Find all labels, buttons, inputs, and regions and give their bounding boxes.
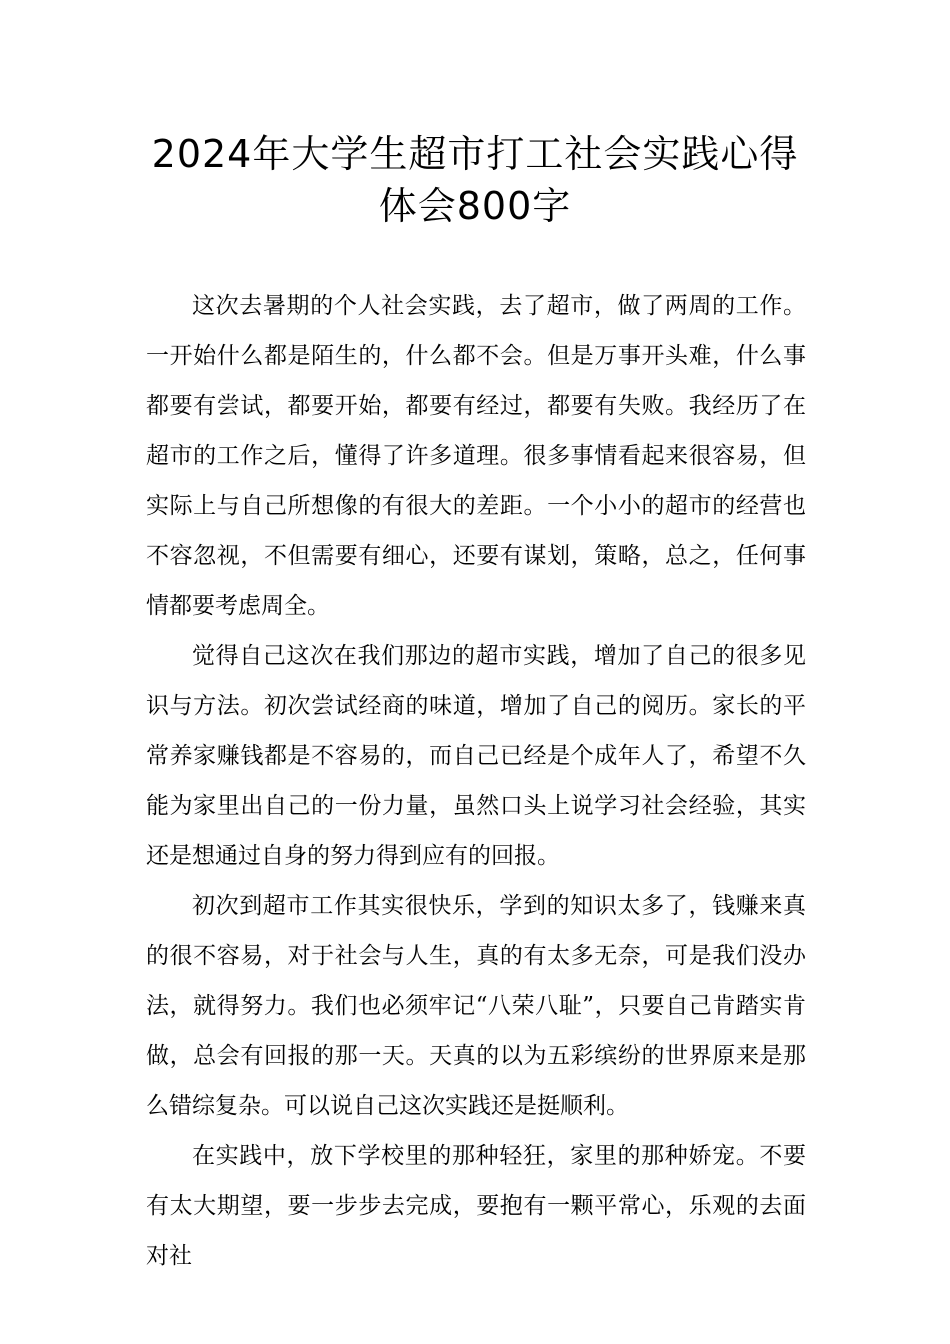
document-title: 2024年大学生超市打工社会实践心得体会800字 — [151, 132, 799, 228]
paragraph: 觉得自己这次在我们那边的超市实践，增加了自己的很多见识与方法。初次尝试经商的味道，增加了自己的阅历。家长的平常养家赚钱都是不容易的，而自己已经是个成年人了，希望不久能为家里出自己的一份力量，虽然口头上说学习社会经验，其实还是想通过自身的努力得到应有的回报。 — [146, 643, 806, 869]
document-body — [146, 281, 806, 1281]
paragraph: 这次去暑期的个人社会实践，去了超市，做了两周的工作。一开始什么都是陌生的，什么都不会。但是万事开头难，什么事都要有尝试，都要开始，都要有经过，都要有失败。我经历了在超市的工作之后，懂得了许多道理。很多事情看起来很容易，但实际上与自己所想像的有很大的差距。一个小小的超市的经营也不容忽视，不但需要有细心，还要有谋划，策略，总之，任何事情都要考虑周全。 — [146, 293, 806, 619]
paragraph: 初次到超市工作其实很快乐，学到的知识太多了，钱赚来真的很不容易，对于社会与人生，真的有太多无奈，可是我们没办法，就得努力。我们也必须牢记“八荣八耻”，只要自己肯踏实肯做，总会有回报的那一天。天真的以为五彩缤纷的世界原来是那么错综复杂。可以说自己这次实践还是挺顺利。 — [146, 893, 806, 1119]
paragraph: 在实践中，放下学校里的那种轻狂，家里的那种娇宠。不要有太大期望，要一步步去完成，要抱有一颗平常心，乐观的去面对社 — [146, 1143, 806, 1269]
